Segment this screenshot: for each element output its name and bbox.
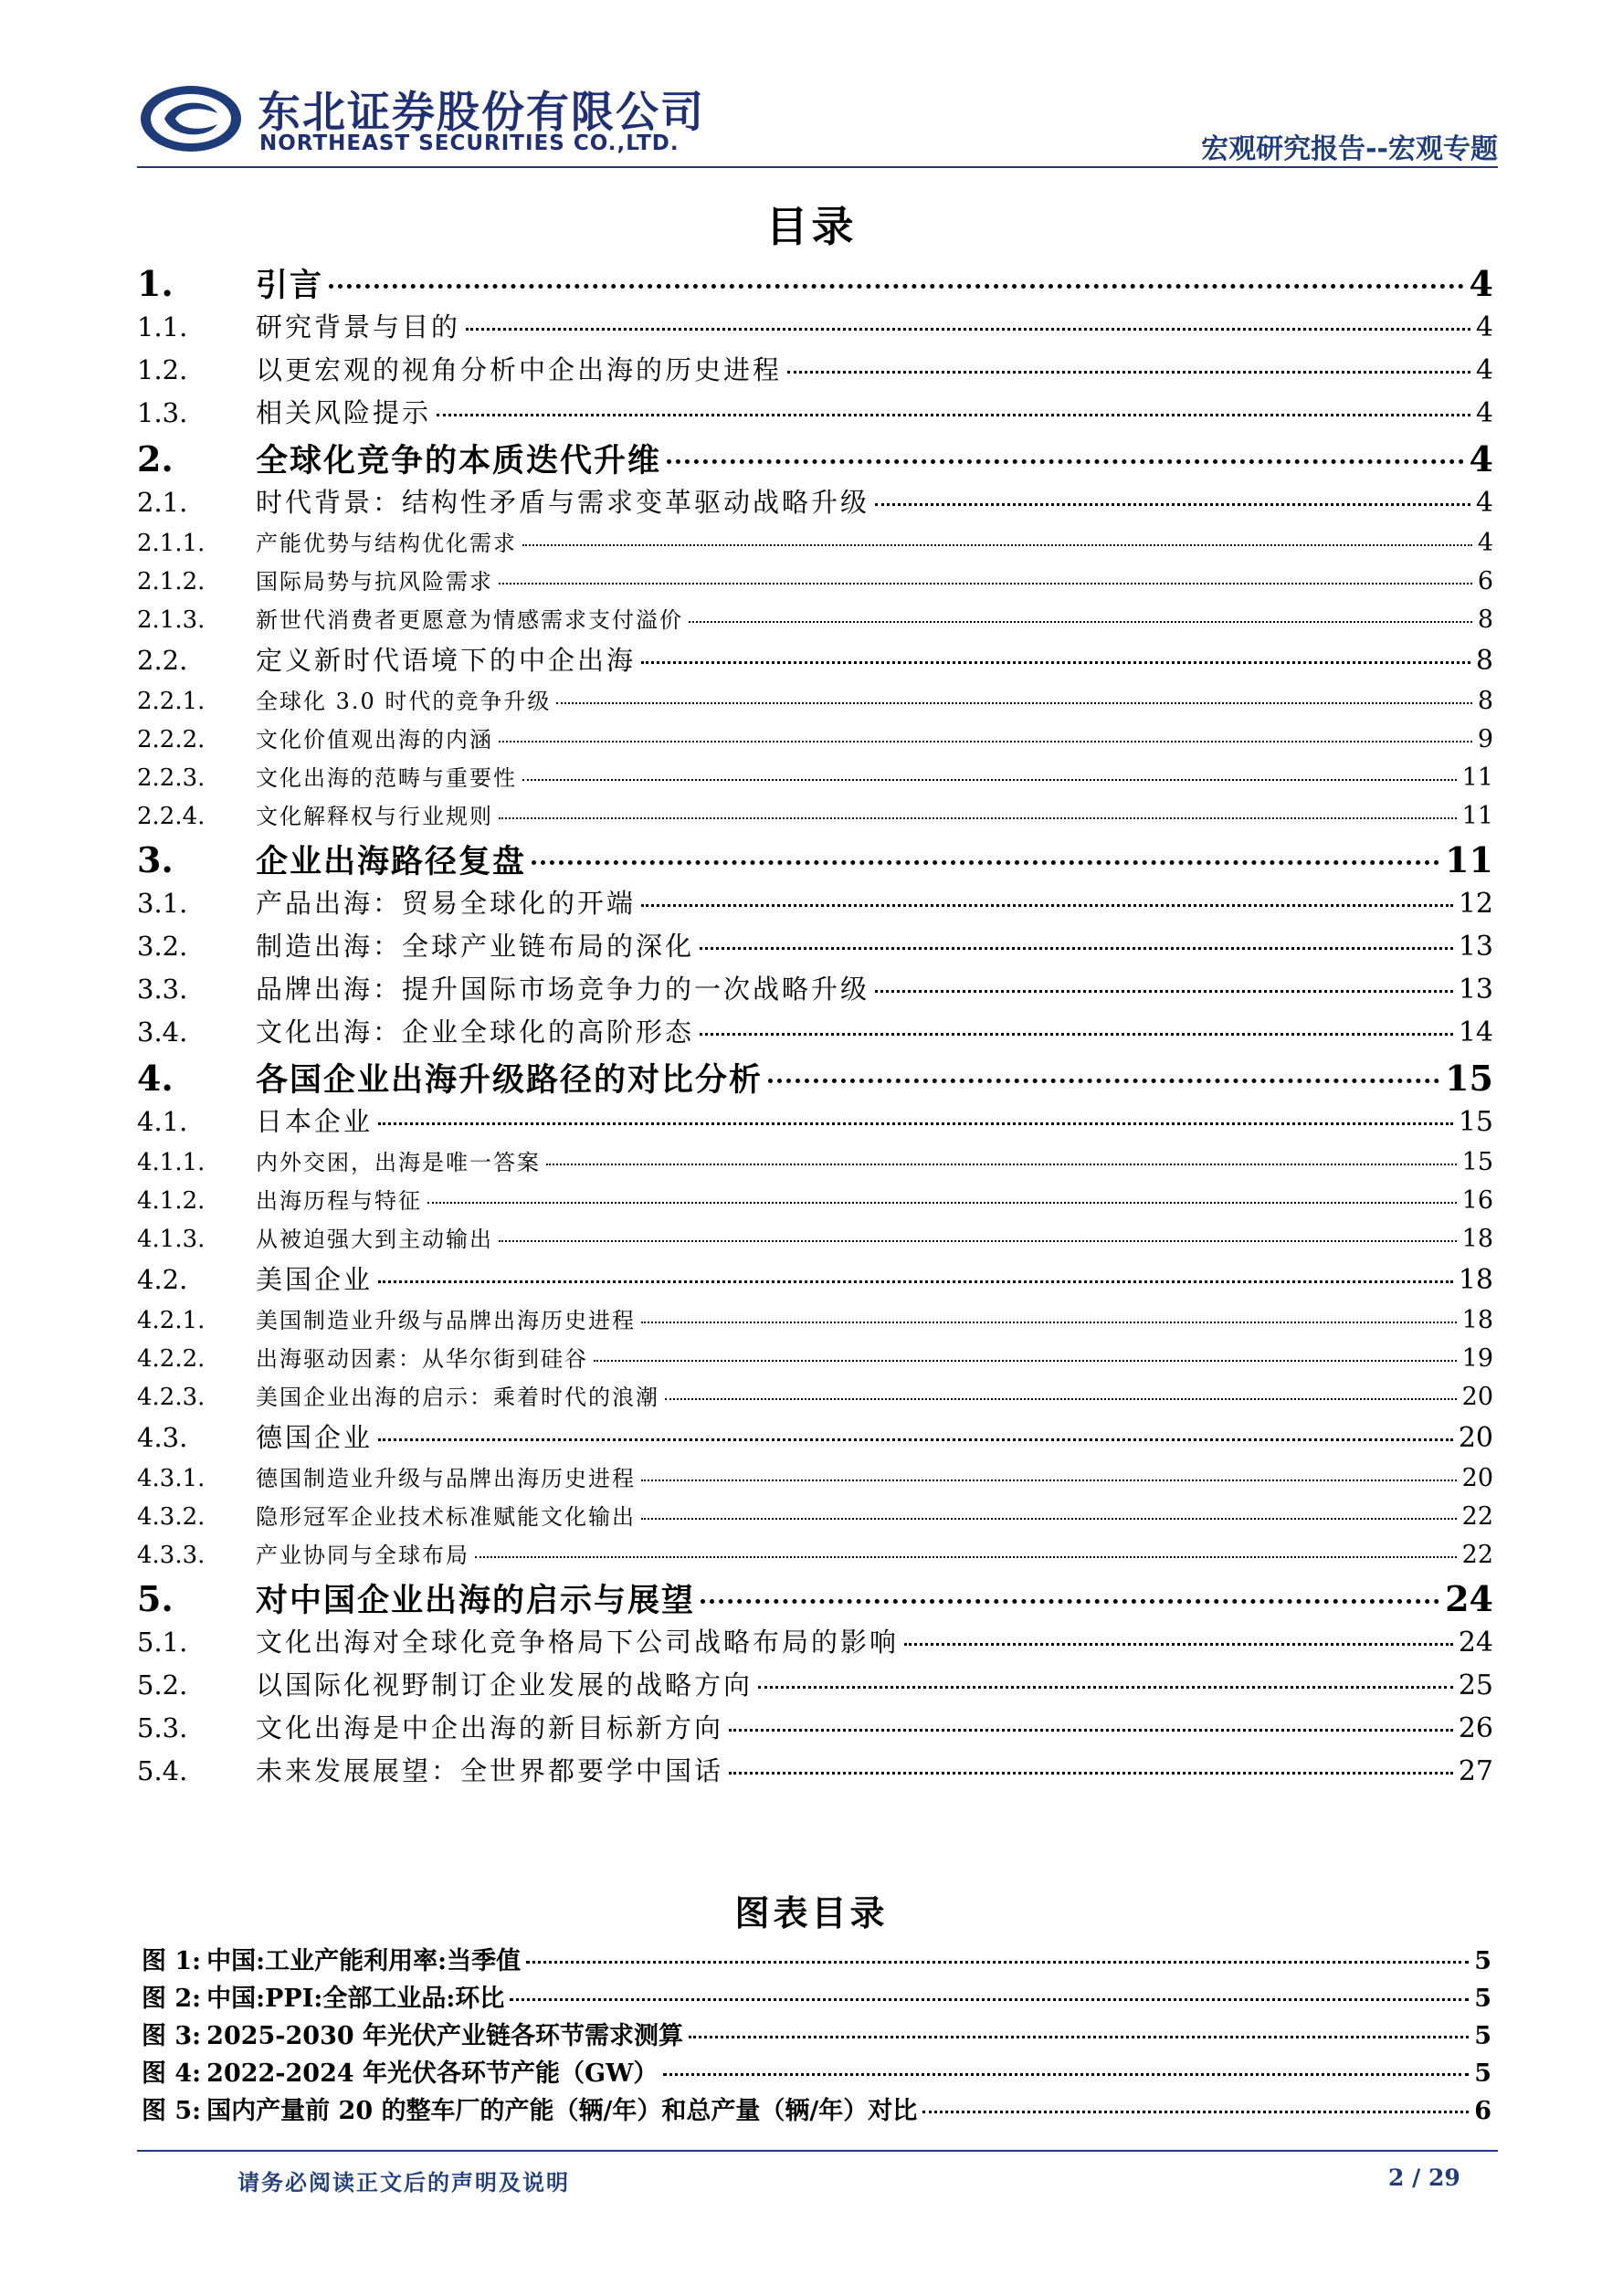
- figure-entry-number: 图 3:: [142, 2022, 202, 2050]
- company-name-en: NORTHEAST SECURITIES CO.,LTD.: [259, 132, 680, 155]
- toc-entry-number: 2.1.3.: [137, 606, 206, 634]
- toc-entry[interactable]: [137, 1302, 1493, 1341]
- toc-entry[interactable]: [137, 1417, 1493, 1460]
- figure-entry-page: 5: [1474, 2059, 1491, 2088]
- toc-entry-title: 品牌出海：提升国际市场竞争力的一次战略升级: [256, 974, 870, 1005]
- dot-leader: [787, 371, 1470, 374]
- toc-entry[interactable]: [137, 926, 1493, 969]
- toc-entry-page: 19: [1461, 1344, 1493, 1373]
- dot-leader: [378, 1122, 1453, 1125]
- toc-entry-number: 2.: [137, 438, 174, 479]
- toc-entry[interactable]: [137, 837, 1493, 883]
- toc-entry-title: 时代背景：结构性矛盾与需求变革驱动战略升级: [256, 487, 870, 518]
- page-total: 29: [1428, 2164, 1460, 2191]
- toc-entry-number: 5.1.: [137, 1627, 188, 1658]
- dot-leader: [466, 328, 1470, 331]
- toc-entry-page: 26: [1458, 1712, 1493, 1744]
- toc-entry[interactable]: [137, 1012, 1493, 1055]
- dot-leader: [904, 1643, 1453, 1646]
- toc-entry-number: 4.3.3.: [137, 1542, 206, 1569]
- dot-leader: [378, 1280, 1453, 1283]
- toc-entry-title: 从被迫强大到主动输出: [256, 1227, 493, 1252]
- toc-entry-title: 未来发展展望：全世界都要学中国话: [256, 1755, 724, 1786]
- toc-entry[interactable]: [137, 683, 1493, 721]
- toc-entry[interactable]: [137, 1055, 1493, 1101]
- dot-leader: [665, 1398, 1457, 1400]
- dot-leader: [329, 284, 1464, 289]
- toc-entry-page: 18: [1458, 1264, 1493, 1296]
- toc-entry-number: 1.1.: [137, 311, 188, 342]
- toc-entry-title: 德国制造业升级与品牌出海历史进程: [256, 1466, 636, 1491]
- dot-leader: [499, 1240, 1457, 1242]
- toc-entry-page: 18: [1461, 1225, 1493, 1253]
- toc-entry-page: 14: [1458, 1016, 1493, 1048]
- dot-leader: [641, 1518, 1457, 1520]
- page-separator: /: [1404, 2164, 1428, 2191]
- toc-entry[interactable]: [137, 436, 1493, 482]
- toc-entry-page: 4: [1475, 354, 1493, 386]
- toc-entry-page: 8: [1475, 645, 1493, 677]
- toc-entry[interactable]: [137, 1665, 1493, 1708]
- toc-entry-number: 4.2.: [137, 1264, 188, 1295]
- dot-leader: [729, 1729, 1453, 1732]
- dot-leader: [526, 1961, 1469, 1964]
- toc-entry[interactable]: [137, 350, 1493, 393]
- toc-entry-page: 8: [1477, 606, 1493, 634]
- toc-entry-page: 4: [1477, 529, 1493, 557]
- figure-entry-title: 中国:工业产能利用率:当季值: [206, 1947, 522, 1975]
- dot-leader: [875, 990, 1453, 993]
- toc-entry-title: 美国制造业升级与品牌出海历史进程: [256, 1308, 636, 1333]
- toc-entry[interactable]: [137, 260, 1493, 307]
- figure-entry[interactable]: [142, 2016, 1491, 2053]
- toc-entry-number: 2.2.: [137, 645, 188, 676]
- toc-entry[interactable]: [137, 1221, 1493, 1259]
- dot-leader: [667, 459, 1464, 464]
- figure-entry-page: 5: [1474, 1985, 1491, 2013]
- toc-entry-number: 1.3.: [137, 397, 188, 428]
- toc-entry-number: 2.1.: [137, 487, 188, 518]
- toc-entry-page: 15: [1445, 1058, 1493, 1099]
- dot-leader: [922, 2111, 1469, 2113]
- toc-entry[interactable]: [137, 969, 1493, 1012]
- toc-entry-number: 4.2.3.: [137, 1384, 206, 1411]
- toc-entry[interactable]: [137, 1460, 1493, 1499]
- dot-leader: [700, 1033, 1453, 1036]
- company-logo-icon: [137, 82, 245, 155]
- dot-leader: [641, 661, 1470, 664]
- dot-leader: [522, 779, 1457, 781]
- figure-entry-title: 2022-2024 年光伏各环节产能（GW）: [206, 2059, 659, 2088]
- toc-entry[interactable]: [137, 1101, 1493, 1144]
- toc-entry-title: 对中国企业出海的启示与展望: [256, 1583, 696, 1619]
- toc-entry-page: 15: [1461, 1148, 1493, 1176]
- toc-entry-title: 美国企业出海的启示：乘着时代的浪潮: [256, 1385, 659, 1410]
- toc-entry-title: 研究背景与目的: [256, 311, 461, 342]
- toc-entry-page: 11: [1461, 802, 1493, 830]
- toc-entry-title: 文化出海的范畴与重要性: [256, 765, 517, 791]
- toc-entry-number: 4.3.: [137, 1422, 188, 1453]
- toc-entry-number: 4.3.2.: [137, 1503, 206, 1531]
- toc-entry-title: 文化出海是中企出海的新目标新方向: [256, 1712, 724, 1743]
- toc-entry-page: 13: [1458, 931, 1493, 963]
- figure-entry[interactable]: [142, 1978, 1491, 2016]
- dot-leader: [700, 947, 1453, 950]
- toc-entry[interactable]: [137, 482, 1493, 525]
- toc-entry-number: 3.1.: [137, 888, 188, 919]
- toc-entry-number: 4.1.3.: [137, 1226, 206, 1253]
- toc-entry-number: 5.3.: [137, 1712, 188, 1743]
- toc-entry-page: 13: [1458, 974, 1493, 1006]
- toc-entry[interactable]: [137, 1259, 1493, 1302]
- toc-entry-title: 出海驱动因素：从华尔街到硅谷: [256, 1346, 588, 1372]
- toc-entry-title: 相关风险提示: [256, 397, 432, 428]
- toc-entry-title: 企业出海路径复盘: [256, 844, 527, 880]
- toc-entry-page: 16: [1461, 1186, 1493, 1215]
- toc-entry[interactable]: [137, 1499, 1493, 1537]
- figure-entry-page: 5: [1474, 2022, 1491, 2050]
- dot-leader: [475, 1556, 1457, 1558]
- toc-entry-page: 27: [1458, 1755, 1493, 1787]
- toc-entry-page: 20: [1461, 1464, 1493, 1492]
- toc-entry-page: 24: [1458, 1627, 1493, 1659]
- page-header: [137, 75, 1498, 168]
- dot-leader: [663, 2073, 1469, 2076]
- dot-leader: [689, 2036, 1469, 2038]
- toc-entry-number: 4.1.: [137, 1106, 188, 1137]
- toc-entry-number: 2.2.3.: [137, 764, 206, 792]
- figure-entry-title: 2025-2030 年光伏产业链各环节需求测算: [206, 2022, 684, 2050]
- toc-entry-title: 新世代消费者更愿意为情感需求支付溢价: [256, 607, 683, 633]
- figure-entry-page: 6: [1474, 2097, 1491, 2125]
- toc-entry[interactable]: [137, 1379, 1493, 1417]
- dot-leader: [499, 583, 1472, 585]
- dot-leader: [594, 1360, 1457, 1362]
- page-number: [1388, 2164, 1460, 2191]
- dot-leader: [499, 817, 1457, 819]
- toc-entry-title: 隐形冠军企业技术标准赋能文化输出: [256, 1504, 636, 1530]
- toc-entry[interactable]: [137, 883, 1493, 926]
- toc-entry-title: 美国企业: [256, 1264, 374, 1295]
- dot-leader: [427, 1202, 1457, 1204]
- dot-leader: [546, 1164, 1457, 1165]
- toc-entry-number: 4.1.2.: [137, 1187, 206, 1215]
- dot-leader: [641, 1322, 1457, 1323]
- toc-entry-title: 德国企业: [256, 1422, 374, 1453]
- toc-entry-title: 文化解释权与行业规则: [256, 804, 493, 829]
- toc-entry-number: 2.1.1.: [137, 530, 206, 557]
- figure-entry-number: 图 1:: [142, 1947, 202, 1975]
- figure-entry-page: 5: [1474, 1947, 1491, 1975]
- toc-entry-title: 文化价值观出海的内涵: [256, 727, 493, 753]
- figure-entry-title: 国内产量前 20 的整车厂的产能（辆/年）和总产量（辆/年）对比: [206, 2097, 918, 2125]
- dot-leader: [768, 1079, 1439, 1083]
- toc-entry-title: 定义新时代语境下的中企出海: [256, 645, 637, 676]
- dot-leader: [522, 544, 1472, 546]
- toc-entry-number: 4.2.1.: [137, 1307, 206, 1334]
- toc-entry-title: 产业协同与全球布局: [256, 1543, 469, 1568]
- toc-entry-title: 全球化竞争的本质迭代升维: [256, 443, 662, 479]
- toc-entry-title: 以更宏观的视角分析中企出海的历史进程: [256, 354, 783, 385]
- figure-list-heading: 图表目录: [734, 1893, 889, 1933]
- footer-disclaimer: 请务必阅读正文后的声明及说明: [237, 2170, 570, 2196]
- toc-entry-page: 11: [1445, 839, 1493, 880]
- toc-entry-number: 2.2.1.: [137, 688, 206, 715]
- toc-entry-number: 3.2.: [137, 931, 188, 962]
- dot-leader: [378, 1438, 1453, 1441]
- toc-entry-title: 引言: [256, 268, 324, 304]
- toc-entry-title: 出海历程与特征: [256, 1188, 422, 1214]
- dot-leader: [875, 503, 1470, 506]
- toc-entry-page: 22: [1461, 1541, 1493, 1569]
- footer-divider: [137, 2150, 1498, 2152]
- toc-entry-title: 内外交困，出海是唯一答案: [256, 1150, 541, 1175]
- toc-entry-number: 3.: [137, 839, 174, 880]
- toc-entry-number: 2.2.4.: [137, 803, 206, 830]
- toc-entry-page: 4: [1469, 438, 1493, 479]
- toc-entry-title: 产品出海：贸易全球化的开端: [256, 888, 637, 919]
- toc-entry[interactable]: [137, 307, 1493, 350]
- toc-entry[interactable]: [137, 602, 1493, 640]
- toc-entry-number: 2.1.2.: [137, 568, 206, 595]
- toc-entry-title: 日本企业: [256, 1106, 374, 1137]
- dot-leader: [556, 702, 1471, 704]
- toc-entry-page: 15: [1458, 1106, 1493, 1138]
- toc-entry-title: 文化出海：企业全球化的高阶形态: [256, 1016, 695, 1048]
- table-of-contents: [137, 260, 1493, 1794]
- toc-entry-page: 22: [1461, 1502, 1493, 1531]
- toc-entry[interactable]: [137, 1144, 1493, 1183]
- toc-entry[interactable]: [137, 760, 1493, 798]
- figure-entry[interactable]: [142, 1941, 1491, 1978]
- toc-entry-number: 2.2.2.: [137, 726, 206, 753]
- toc-entry-number: 3.4.: [137, 1016, 188, 1048]
- dot-leader: [758, 1686, 1453, 1689]
- dot-leader: [641, 904, 1453, 907]
- figure-list: [142, 1941, 1491, 2128]
- dot-leader: [437, 414, 1470, 416]
- toc-entry-number: 4.: [137, 1058, 174, 1099]
- dot-leader: [532, 860, 1439, 865]
- toc-entry-page: 11: [1461, 764, 1493, 792]
- toc-entry-number: 4.2.2.: [137, 1345, 206, 1373]
- toc-entry-page: 4: [1475, 397, 1493, 429]
- figure-entry-title: 中国:PPI:全部工业品:环比: [206, 1985, 505, 2013]
- figure-entry[interactable]: [142, 2053, 1491, 2091]
- toc-entry[interactable]: [137, 1622, 1493, 1665]
- dot-leader: [510, 1998, 1469, 2001]
- dot-leader: [701, 1599, 1439, 1604]
- dot-leader: [499, 741, 1472, 743]
- toc-entry[interactable]: [137, 1708, 1493, 1751]
- toc-entry-page: 24: [1445, 1578, 1493, 1619]
- toc-entry-title: 各国企业出海升级路径的对比分析: [256, 1062, 764, 1099]
- toc-entry-page: 20: [1461, 1383, 1493, 1411]
- dot-leader: [689, 621, 1472, 623]
- toc-entry-number: 3.3.: [137, 974, 188, 1005]
- toc-entry-page: 12: [1458, 888, 1493, 920]
- toc-entry[interactable]: [137, 640, 1493, 683]
- dot-leader: [729, 1772, 1453, 1775]
- toc-entry-page: 4: [1475, 311, 1493, 343]
- figure-entry[interactable]: [142, 2091, 1491, 2128]
- toc-entry-page: 9: [1477, 725, 1493, 753]
- toc-entry[interactable]: [137, 721, 1493, 760]
- toc-entry-number: 5.4.: [137, 1755, 188, 1786]
- figure-entry-number: 图 5:: [142, 2097, 202, 2125]
- page-current: 2: [1388, 2164, 1405, 2191]
- toc-entry-title: 产能优势与结构优化需求: [256, 531, 517, 556]
- dot-leader: [641, 1480, 1457, 1481]
- toc-entry[interactable]: [137, 798, 1493, 837]
- toc-entry-number: 5.2.: [137, 1669, 188, 1701]
- toc-entry-page: 20: [1458, 1422, 1493, 1454]
- toc-entry-title: 国际局势与抗风险需求: [256, 569, 493, 595]
- figure-entry-number: 图 4:: [142, 2059, 202, 2088]
- toc-entry[interactable]: [137, 1183, 1493, 1221]
- toc-entry-title: 文化出海对全球化竞争格局下公司战略布局的影响: [256, 1627, 900, 1658]
- toc-entry[interactable]: [137, 393, 1493, 436]
- toc-entry[interactable]: [137, 1537, 1493, 1575]
- toc-entry-number: 1.2.: [137, 354, 188, 385]
- report-type: 宏观研究报告--宏观专题: [1201, 133, 1498, 165]
- toc-entry-number: 5.: [137, 1578, 174, 1619]
- toc-entry-page: 25: [1458, 1669, 1493, 1701]
- company-name-cn: 东北证券股份有限公司: [258, 88, 705, 138]
- toc-entry-title: 全球化 3.0 时代的竞争升级: [256, 689, 552, 714]
- toc-entry-page: 8: [1477, 687, 1493, 715]
- toc-entry[interactable]: [137, 1575, 1493, 1622]
- toc-heading: 目录: [765, 202, 858, 251]
- toc-entry-page: 6: [1477, 567, 1493, 595]
- toc-entry[interactable]: [137, 1341, 1493, 1379]
- toc-entry[interactable]: [137, 563, 1493, 602]
- toc-entry[interactable]: [137, 1751, 1493, 1794]
- toc-entry-number: 1.: [137, 263, 174, 304]
- toc-entry-number: 4.3.1.: [137, 1465, 206, 1492]
- toc-entry-number: 4.1.1.: [137, 1149, 206, 1176]
- toc-entry-page: 4: [1475, 487, 1493, 519]
- toc-entry[interactable]: [137, 525, 1493, 563]
- toc-entry-page: 18: [1461, 1306, 1493, 1334]
- figure-entry-number: 图 2:: [142, 1985, 202, 2013]
- toc-entry-page: 4: [1469, 263, 1493, 304]
- toc-entry-title: 制造出海：全球产业链布局的深化: [256, 931, 695, 962]
- toc-entry-title: 以国际化视野制订企业发展的战略方向: [256, 1669, 754, 1701]
- header-divider: [137, 166, 1498, 168]
